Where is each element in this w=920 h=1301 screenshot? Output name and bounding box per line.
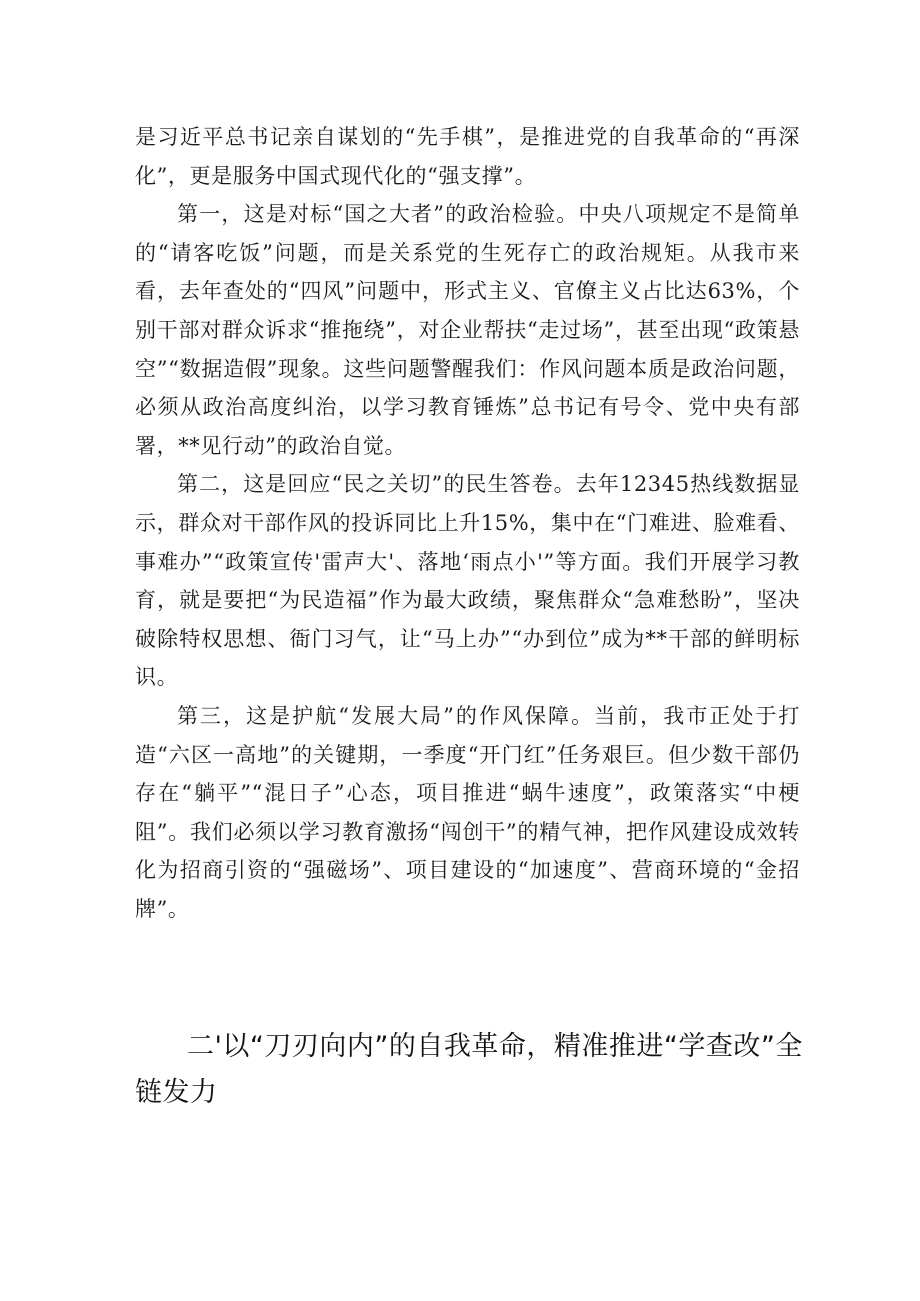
paragraph-continuation: 是习近平总书记亲自谋划的“先手棋”，是推进党的自我革命的“再深化”，更是服务中国式现代化的“强支撑”。 xyxy=(135,125,800,188)
paragraph-first-point: 第一，这是对标“国之大者”的政治检验。中央八项规定不是简单的“请客吃饭”问题，而是关系党的生死存亡的政治规矩。从我市来看，去年查处的“四风”问题中，形式主义、官僚主义占比达63%，个别干部对群众诉求“推拖绕”，对企业帮扶“走过场”，甚至出现“政策悬空”“数据造假”现象。这些问题警醒我们：作风问题本质是政治问题，必须从政治高度纠治，以学习教育锤炼”总书记有号令、党中央有部署，**见行动”的政治自觉。 xyxy=(135,202,800,458)
paragraph-third-point: 第三，这是护航“发展大局”的作风保障。当前，我市正处于打造“六区一高地”的关键期，一季度“开门红”任务艰巨。但少数干部仍存在“躺平”“混日子”心态，项目推进“蜗牛速度”，政策落实“中梗阻”。我们必须以学习教育激扬“闯创干”的精气神，把作风建设成效转化为招商引资的“强磁场”、项目建设的“加速度”、营商环境的“金招牌”。 xyxy=(135,703,800,921)
body-text xyxy=(135,118,800,928)
section-heading: 二'以“刀刃向内”的自我革命，精准推进“学查改”全链发力 xyxy=(135,1031,803,1108)
paragraph-second-point: 第二，这是回应“民之关切”的民生答卷。去年12345热线数据显示，群众对干部作风的投诉同比上升15%，集中在“门难进、脸难看、事难办”“政策宣传'雷声大'、落地‘雨点小'”等方面。我们开展学习教育，就是要把“为民造福”作为最大政绩，聚焦群众“急难愁盼”，坚决破除特权思想、衙门习气，让“马上办”“办到位”成为**干部的鲜明标识。 xyxy=(135,472,800,690)
